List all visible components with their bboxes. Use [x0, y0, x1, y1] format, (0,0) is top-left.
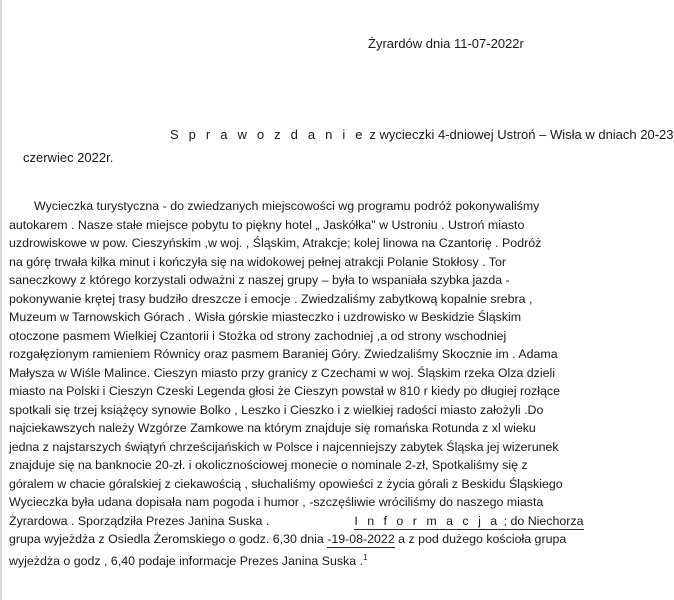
body-line: góralem w chacie góralskiej z ciekawością , słuchaliśmy opowieści z życia górali z Beskidu Śląskiego	[9, 476, 563, 491]
body-line: na górę trwała kilka minut i kończyła się na widokowej pełnej atrakcji Polanie Stokłosy . Tor	[9, 254, 507, 269]
info-line	[6, 549, 626, 568]
report-title-spaced: S p r a w o z d a n i e	[170, 127, 366, 142]
report-title	[170, 127, 674, 142]
dateline: Żyrardów dnia 11-07-2022r	[368, 36, 524, 51]
info-line-lead: grupa wyjeżdża z Osiedla Żeromskiego o godz. 6,30 dnia	[9, 532, 328, 546]
body-line: Wycieczka turystyczna - do zwiedzanych miejscowości wg programu podróż pokonywaliśmy	[34, 199, 540, 213]
body-line: autokarem . Nasze stałe miejsce pobytu to piękny hotel „ Jaskółka" w Ustroniu . Ustroń miasto	[9, 217, 525, 232]
body-line: saneczkowy z którego korzystali odważni z naszej grupy – była to wspaniała szybka jazda -	[9, 273, 510, 287]
info-line-tail: a z pod dużego kościoła grupa	[394, 532, 567, 546]
body-line: miasto na Polski i Cieszyn Czeski Legenda głosi że Cieszyn powstał w 810 r kiedy po długiej rozłące	[9, 384, 560, 398]
info-heading	[354, 514, 583, 530]
closing-line	[6, 512, 626, 531]
report-body	[6, 197, 626, 567]
body-line: otoczone pasmem Wielkiej Czantorii i Stożka od strony zachodniej ,a od strony wschodniej	[9, 328, 507, 343]
body-line: Wycieczka była udana dopisała nam pogoda i humor , -szczęśliwie wróciliśmy do naszego miasta	[9, 495, 544, 509]
body-line: spotkali się trzej książęcy synowie Bolko , Leszko i Cieszko i z wielkiej radości miasto założyli .Do	[9, 402, 544, 417]
scan-edge	[0, 0, 2, 600]
report-title-rest: z wycieczki 4-dniowej Ustroń – Wisła w dniach 20-23	[365, 127, 674, 142]
body-line: Muzeum w Tarnowskich Górach . Wisła górskie miasteczko i uzdrowisko w Beskidzie Śląskim	[9, 310, 522, 324]
body-line: uzdrowiskowe w pow. Cieszyńskim ,w woj. , Śląskim, Atrakcje; kolej linowa na Czantorię . Podróż	[9, 236, 542, 250]
info-heading-spaced: I n f o r m a c j a	[354, 513, 501, 528]
info-date: -19-08-2022	[327, 532, 395, 546]
report-title-line2: czerwiec 2022r.	[23, 150, 114, 165]
info-line	[6, 530, 626, 549]
info-heading-rest: ; do Niechorza	[500, 513, 584, 528]
closing-signature: Żyrardowa . Sporządziła Prezes Janina Suska .	[9, 513, 270, 528]
body-line: rozgałęzionym ramieniem Równicy oraz pasmem Baraniej Góry. Zwiedzaliśmy Skocznie im . Adama	[9, 347, 558, 361]
body-line: najciekawszych należy Wzgórze Zamkowe na którym znajduje się romańska Rotunda z xl wieku	[9, 421, 536, 435]
body-line: Małysza w Wiśle Malince. Cieszyn miasto przy granicy z Czechami w woj. Śląskim rzeka Olza dzieli	[9, 365, 556, 380]
body-line: pokonywanie krętej trasy budziło dreszcze i emocje . Zwiedzaliśmy zabytkową kopalnie srebra ,	[9, 291, 533, 306]
body-line: jedna z najstarszych świątyń chrześcijańskich w Polsce i najcenniejszy zabytek Śląska jej wizerunek	[9, 439, 559, 454]
footnote-mark: 1	[363, 552, 368, 562]
body-line: znajduje się na banknocie 20-zł. i okolicznościowej monecie o nominale 2-zł, Spotkaliśmy się z	[9, 458, 528, 472]
info-line-2: wyjeżdża o godz , 6,40 podaje informacje Prezes Janina Suska .	[9, 553, 364, 568]
